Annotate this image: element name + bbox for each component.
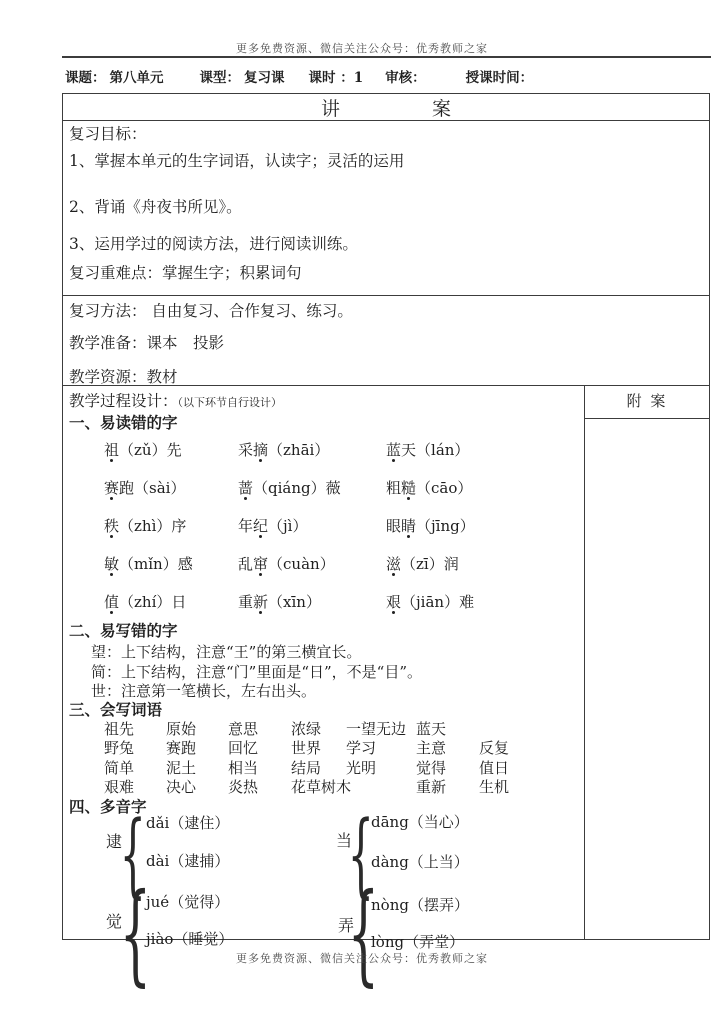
- polyphone-char: 觉: [106, 911, 123, 931]
- course-type-value: 复习课: [244, 70, 285, 86]
- polyphone-item: dài（逮捕）: [146, 851, 230, 870]
- misread-entry: 祖（zǔ）先: [104, 441, 182, 459]
- misread-entry: 秩（zhì）序: [104, 517, 187, 535]
- curly-brace-icon: [120, 881, 141, 986]
- lesson-table: [62, 93, 710, 951]
- goal-item: 1、掌握本单元的生字词语，认读字；灵活的运用: [69, 152, 405, 170]
- easy-misread-list: [69, 440, 580, 630]
- polyphone-item: jiào（睡觉）: [146, 929, 234, 948]
- miswrite-line: 望：上下结构，注意“王”的第三横宜长。: [91, 643, 362, 661]
- section-title-misread: 一、易读错的字: [69, 413, 178, 432]
- word-list: [69, 720, 580, 798]
- goals-cell: [63, 121, 709, 296]
- method-line: 复习方法： 自由复习、合作复习、练习。: [69, 302, 353, 320]
- misread-entry: 蔷（qiáng）薇: [238, 479, 341, 497]
- prep-line: 教学准备：课本 投影: [69, 334, 225, 352]
- period-label: 课时 ：: [308, 70, 354, 86]
- polyphone-item: nòng（摆弄）: [371, 895, 469, 914]
- word-row: 简单 泥土 相当 结局 光明 觉得 值日: [104, 758, 510, 777]
- methods-cell: [63, 296, 709, 386]
- process-note: （以下环节自行设计）: [177, 396, 283, 409]
- process-row: [63, 386, 709, 951]
- header-rule: [62, 56, 711, 58]
- easy-miswrite-list: [69, 643, 580, 702]
- word-row: 艰难 决心 炎热 花草树木 重新 生机: [104, 778, 510, 796]
- period-value: 1: [353, 70, 364, 86]
- misread-entry: 滋（zī）润: [386, 555, 459, 573]
- goal-item: 3、运用学过的阅读方法，进行阅读训练。: [69, 235, 358, 253]
- misread-entry: 赛跑（sài）: [104, 479, 186, 497]
- misread-entry: 眼睛（jīng）: [386, 517, 475, 535]
- course-type-label: 课型：: [199, 70, 240, 86]
- topic-value: 第八单元: [109, 70, 164, 86]
- watermark-bottom: 更多免费资源、微信关注公众号：优秀教师之家: [236, 952, 488, 965]
- side-column: [584, 386, 709, 939]
- curly-brace-icon: [348, 881, 369, 986]
- process-cell: [63, 386, 584, 951]
- resource-line: 教学资源：教材: [69, 368, 178, 386]
- section-title-miswrite: 二、易写错的字: [69, 621, 178, 640]
- word-row: 野兔 赛跑 回忆 世界 学习 主意 反复: [104, 739, 510, 757]
- section-title-words: 三、会写词语: [69, 699, 163, 719]
- process-heading: 教学过程设计：（以下环节自行设计）: [69, 392, 283, 410]
- misread-entry: 粗糙（cāo）: [386, 479, 473, 497]
- goal-item: 2、背诵《舟夜书所见》。: [69, 198, 242, 216]
- misread-entry: 值（zhí）日: [104, 593, 187, 611]
- misread-entry: 重新（xīn）: [238, 593, 321, 611]
- misread-entry: 采摘（zhāi）: [238, 441, 330, 459]
- polyphone-char: 弄: [338, 915, 355, 935]
- misread-entry: 年纪（jì）: [238, 517, 308, 535]
- teach-time-label: 授课时间：: [465, 70, 534, 86]
- lesson-info-bar: [65, 66, 710, 86]
- polyphone-item: jué（觉得）: [146, 892, 230, 911]
- side-column-header: 附 案: [585, 386, 709, 419]
- polyphone-item: dǎi（逮住）: [146, 813, 230, 832]
- polyphone-char: 逮: [106, 831, 123, 851]
- plan-title-left: 讲: [320, 97, 340, 120]
- key-points-line: 复习重难点：掌握生字；积累词句: [69, 264, 302, 282]
- polyphone-diagram: [69, 807, 580, 951]
- miswrite-line: 世：注意第一笔横长，左右出头。: [91, 682, 317, 700]
- topic-label: 课题：: [65, 70, 106, 86]
- watermark-top: 更多免费资源、微信关注公众号：优秀教师之家: [236, 42, 488, 55]
- misread-entry: 艰（jiān）难: [386, 593, 475, 611]
- plan-title-right: 案: [432, 97, 452, 120]
- polyphone-item: dàng（上当）: [371, 852, 469, 871]
- misread-entry: 蓝天（lán）: [386, 441, 470, 459]
- polyphone-item: dāng（当心）: [371, 812, 469, 831]
- word-row: 祖先 原始 意思 浓绿 一望无边 蓝天: [104, 719, 447, 738]
- plan-title-row: [63, 94, 709, 121]
- goals-heading: 复习目标：: [69, 125, 147, 143]
- polyphone-char: 当: [336, 830, 353, 850]
- section-title-polyphone: 四、多音字: [69, 796, 147, 816]
- polyphone-item: lòng（弄堂）: [371, 932, 465, 951]
- side-column-body: [585, 419, 709, 939]
- miswrite-line: 简：上下结构，注意“门”里面是“日”，不是“目”。: [91, 662, 423, 681]
- misread-entry: 敏（mǐn）感: [104, 555, 193, 573]
- misread-entry: 乱窜（cuàn）: [238, 555, 335, 573]
- reviewer-label: 审核：: [385, 70, 426, 86]
